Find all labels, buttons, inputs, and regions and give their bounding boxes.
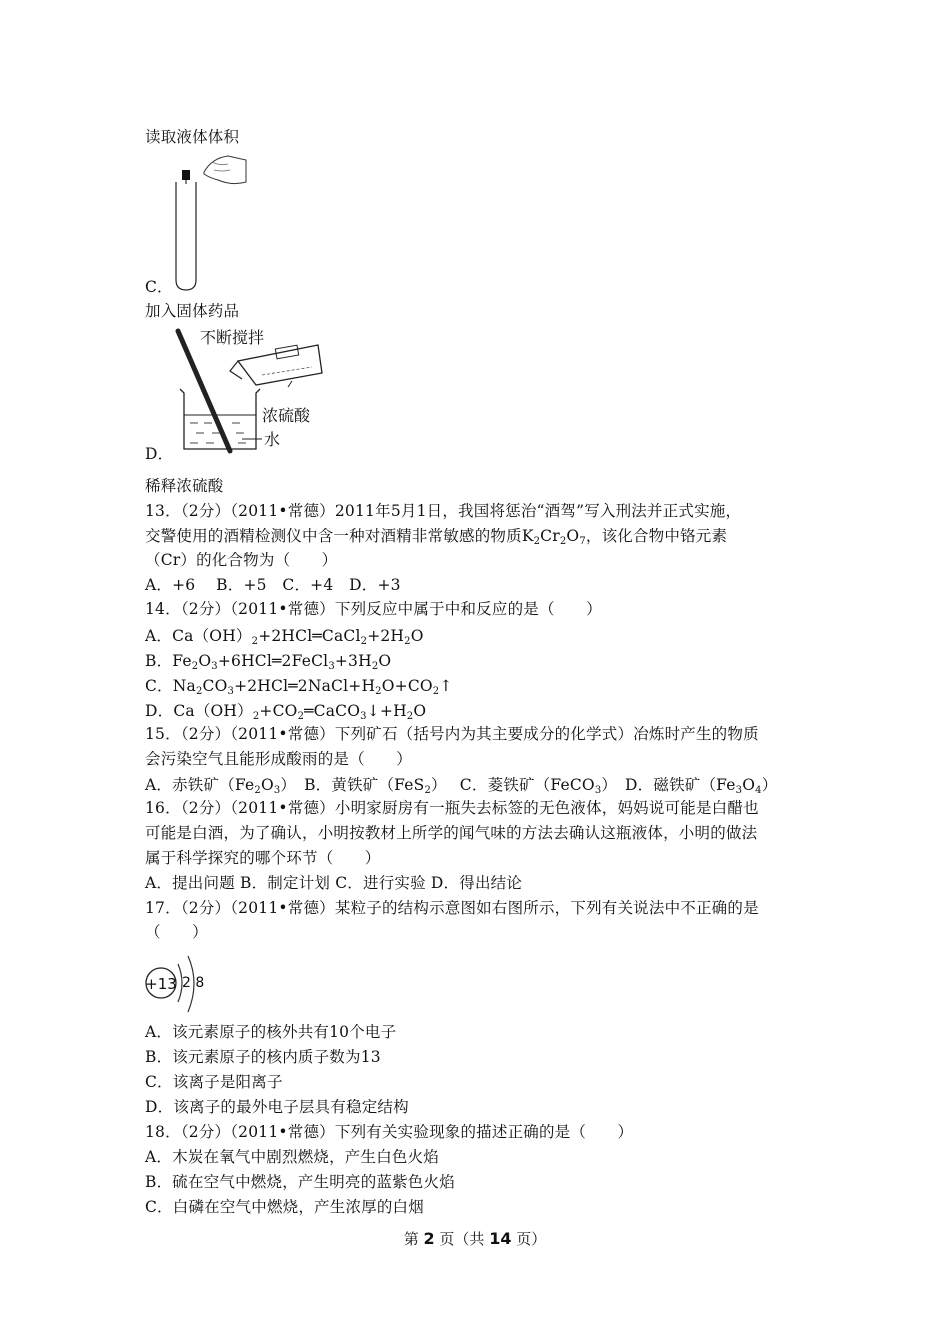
label-stir: 不断搅拌 [200,328,265,347]
electron-shells: 2 8 [182,975,205,991]
q18-option-a: A．木炭在氧气中剧烈燃烧，产生白色火焰 [145,1148,439,1166]
caption-add-solid: 加入固体药品 [145,302,240,320]
q13-line2: 交警使用的酒精检测仪中含一种对酒精非常敏感的物质$K_2Cr_2O_7$，该化合物中铬元素 [145,527,728,547]
figure-test-tube-dropper [168,152,248,292]
q18-option-b: B．硫在空气中燃烧，产生明亮的蓝紫色火焰 [145,1173,455,1191]
q13-options: A．+6 B．+5 C．+4 D．+3 [145,576,401,594]
q16-options: A．提出问题 B．制定计划 C．进行实验 D．得出结论 [145,874,523,892]
q14-option-a: A．$Ca(OH)_2+2HCl═CaCl_2+2H_2O$ [145,627,424,647]
q14-option-b: B．$Fe_2O_3+6HCl═2FeCl_3+3H_2O$ [145,652,392,672]
option-c-label: C． [145,278,173,296]
q18-option-c: C．白磷在空气中燃烧，产生浓厚的白烟 [145,1198,424,1216]
label-water: 水 [264,430,281,449]
q16-line3: 属于科学探究的哪个环节（ ） [145,849,381,867]
page-footer: 第 2 页（共 14 页） [403,1229,547,1248]
q14-option-c: C．$Na_2CO_3+2HCl═2NaCl+H_2O+CO_2↑$ [145,677,453,697]
q16-line2: 可能是白酒，为了确认，小明按教材上所学的闻气味的方法去确认这瓶液体，小明的做法 [145,824,758,842]
figure-dilute-acid [172,323,332,455]
q15-line1: 15．（2分）（2011•常德）下列矿石（括号内为其主要成分的化学式）冶炼时产生的物质 [145,725,759,743]
q15-line2: 会污染空气且能形成酸雨的是（ ） [145,750,412,768]
q17-option-b: B．该元素原子的核内质子数为13 [145,1048,381,1066]
q16-line1: 16．（2分）（2011•常德）小明家厨房有一瓶失去标签的无色液体，妈妈说可能是白醋也 [145,799,759,817]
q15-options: A．赤铁矿$(Fe_2O_3)$ B．黄铁矿（FeS$_2$） C．菱铁矿（FeCO$_3$） D．磁铁矿$(Fe_3O_4)$ [145,776,778,796]
page-number: 2 [423,1229,435,1248]
nucleus-charge: +13 [145,975,177,993]
figure-ion-structure [140,952,220,1020]
option-d-label: D． [145,445,174,463]
caption-read-volume: 读取液体体积 [145,128,240,146]
q14-stem: 14．（2分）（2011•常德）下列反应中属于中和反应的是（ ） [145,600,602,618]
caption-dilute-acid: 稀释浓硫酸 [145,477,224,495]
q17-line2: （ ） [145,923,208,941]
page-total: 14 [489,1229,512,1248]
q13-line1: 13．（2分）（2011•常德）2011年5月1日，我国将惩治“酒驾”写入刑法并正式实施， [145,502,742,520]
q13-line3: （Cr）的化合物为（ ） [145,551,338,569]
q18-stem: 18．（2分）（2011•常德）下列有关实验现象的描述正确的是（ ） [145,1123,634,1141]
q17-option-a: A．该元素原子的核外共有10个电子 [145,1023,397,1041]
q17-line1: 17．（2分）（2011•常德）某粒子的结构示意图如右图所示，下列有关说法中不正确的是 [145,899,759,917]
q14-option-d: D．$Ca(OH)_2+CO_2═CaCO_3↓+H_2O$ [145,702,427,722]
q17-option-d: D．该离子的最外电子层具有稳定结构 [145,1098,409,1116]
label-acid: 浓硫酸 [262,406,311,425]
q17-option-c: C．该离子是阳离子 [145,1073,283,1091]
